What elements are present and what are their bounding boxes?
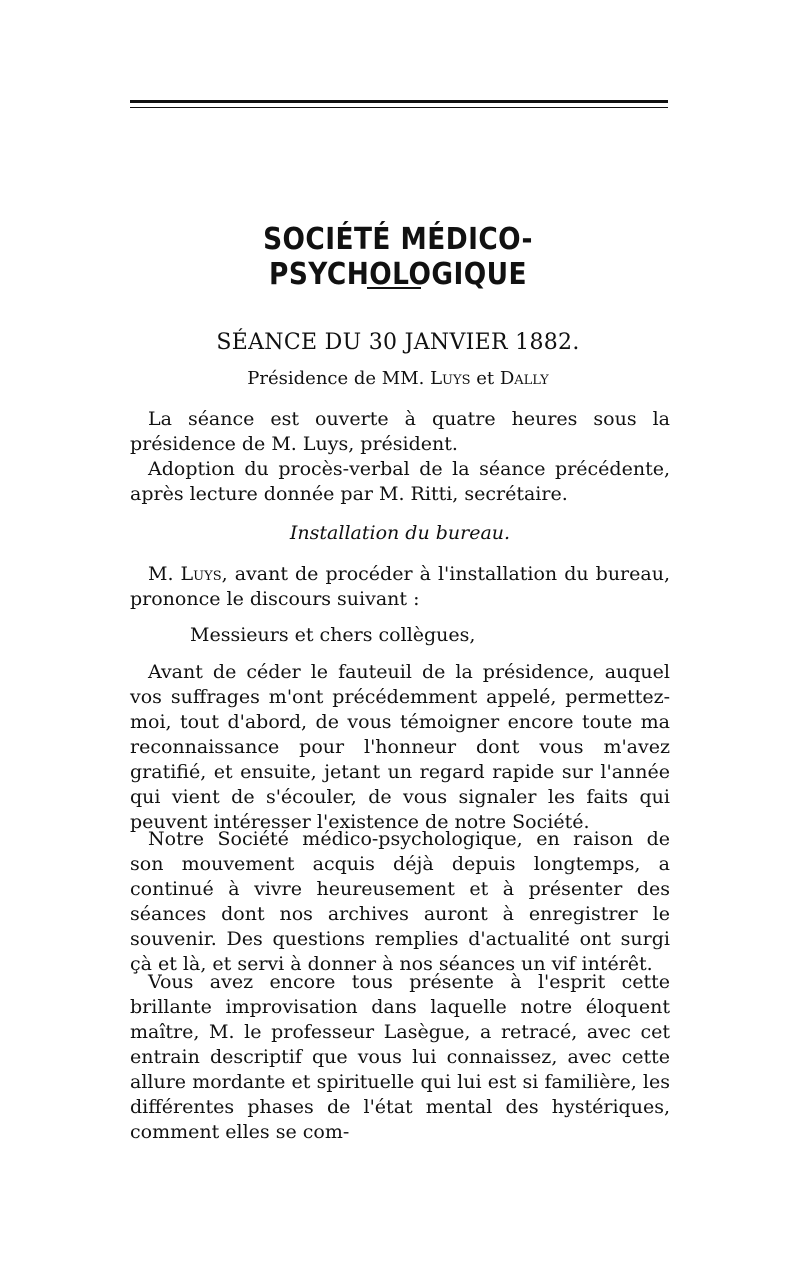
paragraph-opening: La séance est ouverte à quatre heures sous la présidence de M. Luys, président. <box>130 408 670 455</box>
speech-paragraph-3: Vous avez encore tous présente à l'esprit cette brillante improvisation dans laquelle notre éloquent maître, M. le professeur Lasègue, a retracé, avec cet entrain descriptif que vous lui connaissez, avec cette allure mordante et spirituelle qui lui est si familière, les différentes phases de l'état mental des hystériques, comment elles se com- <box>130 971 670 1143</box>
presidence-conj: et <box>470 368 500 389</box>
page-title: SOCIÉTÉ MÉDICO-PSYCHOLOGIQUE <box>263 222 533 292</box>
president-name-2: Dally <box>499 368 549 389</box>
speaker-name: M. Luys <box>148 563 222 585</box>
paragraph-minutes: Adoption du procès-verbal de la séance précédente, après lecture donnée par M. Ritti, secrétaire. <box>130 458 670 505</box>
session-heading: SÉANCE DU 30 JANVIER 1882. <box>216 330 580 355</box>
title-divider <box>367 287 421 289</box>
header-rule-thick <box>130 100 668 103</box>
speech-paragraph-2: Notre Société médico-psychologique, en raison de son mouvement acquis déjà depuis longtemps, a continué à vivre heureusement et à présenter des séances dont nos archives auront à enregistrer le souvenir. Des questions remplies d'actualité ont surgi çà et là, et servi à donner à nos séances un vif intérêt. <box>130 828 670 975</box>
speech-salutation: Messieurs et chers collègues, <box>190 624 476 646</box>
presidence-prefix: Présidence de MM. <box>247 368 431 389</box>
section-heading: Installation du bureau. <box>289 522 511 544</box>
header-rule-thin <box>130 107 668 108</box>
president-name-1: Luys <box>430 368 471 389</box>
speech-intro <box>130 562 670 612</box>
speech-paragraph-1: Avant de céder le fauteuil de la présidence, auquel vos suffrages m'ont précédemment appelé, permettez-moi, tout d'abord, de vous témoigner encore toute ma reconnaissance pour l'honneur dont vous m'avez gratifié, et ensuite, jetant un regard rapide sur l'année qui vient de s'écouler, de vous signaler les faits qui peuvent intéresser l'existence de notre Société. <box>130 661 670 833</box>
presidence-line <box>128 368 668 389</box>
speech-intro-text: , avant de procéder à l'installation du bureau, prononce le discours suivant : <box>130 563 670 610</box>
